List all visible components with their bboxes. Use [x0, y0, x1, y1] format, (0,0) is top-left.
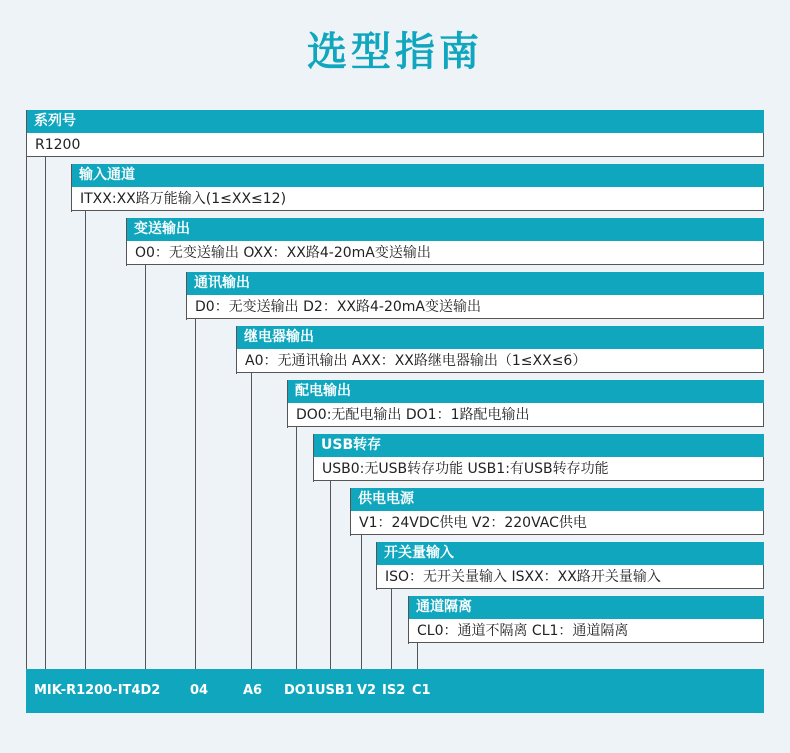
- connector-line: [45, 157, 46, 669]
- connector-line: [236, 326, 237, 374]
- section-value: ISO：无开关量输入 ISXX：XX路开关量输入: [376, 565, 764, 589]
- model-code-bar: [26, 669, 764, 713]
- section-channel-isolation: [408, 596, 764, 643]
- section-series: [26, 110, 764, 157]
- section-header: 变送输出: [126, 218, 764, 241]
- model-code-power: V2: [357, 683, 377, 698]
- section-header: 开关量输入: [376, 542, 764, 565]
- model-code-switch: IS2: [382, 683, 406, 698]
- section-value: A0：无通讯输出 AXX：XX路继电器输出（1≤XX≤6）: [236, 349, 764, 373]
- connector-line: [361, 535, 362, 669]
- connector-line: [85, 211, 86, 669]
- section-relay-output: [236, 326, 764, 373]
- section-transmit-output: [126, 218, 764, 265]
- section-header: 供电电源: [350, 488, 764, 511]
- model-code-transmit: 04: [190, 683, 209, 698]
- connector-line: [126, 218, 127, 266]
- section-power-supply: [350, 488, 764, 535]
- connector-line: [376, 542, 377, 590]
- model-code-isolation: C1: [412, 683, 431, 698]
- page-title: 选型指南: [307, 29, 483, 75]
- connector-line: [195, 319, 196, 669]
- model-code-distribution: DO1: [284, 683, 315, 698]
- section-header: 输入通道: [71, 164, 764, 187]
- connector-line: [313, 434, 314, 482]
- section-value: CL0：通道不隔离 CL1：通道隔离: [408, 619, 764, 643]
- section-header: 配电输出: [287, 380, 764, 403]
- section-header: 通讯输出: [186, 272, 764, 295]
- section-header: USB转存: [313, 434, 764, 457]
- section-header: 继电器输出: [236, 326, 764, 349]
- section-value: USB0:无USB转存功能 USB1:有USB转存功能: [313, 457, 764, 481]
- connector-line: [408, 596, 409, 644]
- connector-line: [287, 380, 288, 428]
- section-switch-input: [376, 542, 764, 589]
- section-usb-storage: [313, 434, 764, 481]
- section-value: R1200: [26, 133, 764, 157]
- section-value: V1：24VDC供电 V2：220VAC供电: [350, 511, 764, 535]
- connector-line: [71, 164, 72, 212]
- connector-line: [330, 481, 331, 669]
- connector-line: [251, 373, 252, 669]
- connector-line: [296, 427, 297, 669]
- section-value: D0：无变送输出 D2：XX路4-20mA变送输出: [186, 295, 764, 319]
- connector-line: [186, 272, 187, 320]
- connector-line: [350, 488, 351, 536]
- section-value: ITXX:XX路万能输入(1≤XX≤12): [71, 187, 764, 211]
- section-distribution-output: [287, 380, 764, 427]
- connector-line: [145, 265, 146, 669]
- section-header: 系列号: [26, 110, 764, 133]
- section-input-channel: [71, 164, 764, 211]
- section-comm-output: [186, 272, 764, 319]
- connector-line: [417, 643, 418, 669]
- model-code-relay: A6: [243, 683, 263, 698]
- section-value: O0：无变送输出 OXX：XX路4-20mA变送输出: [126, 241, 764, 265]
- connector-line: [26, 110, 27, 669]
- connector-line: [391, 589, 392, 669]
- section-value: DO0:无配电输出 DO1：1路配电输出: [287, 403, 764, 427]
- model-code-base: MIK-R1200-IT4D2: [34, 683, 161, 698]
- model-code-usb: USB1: [315, 683, 354, 698]
- section-header: 通道隔离: [408, 596, 764, 619]
